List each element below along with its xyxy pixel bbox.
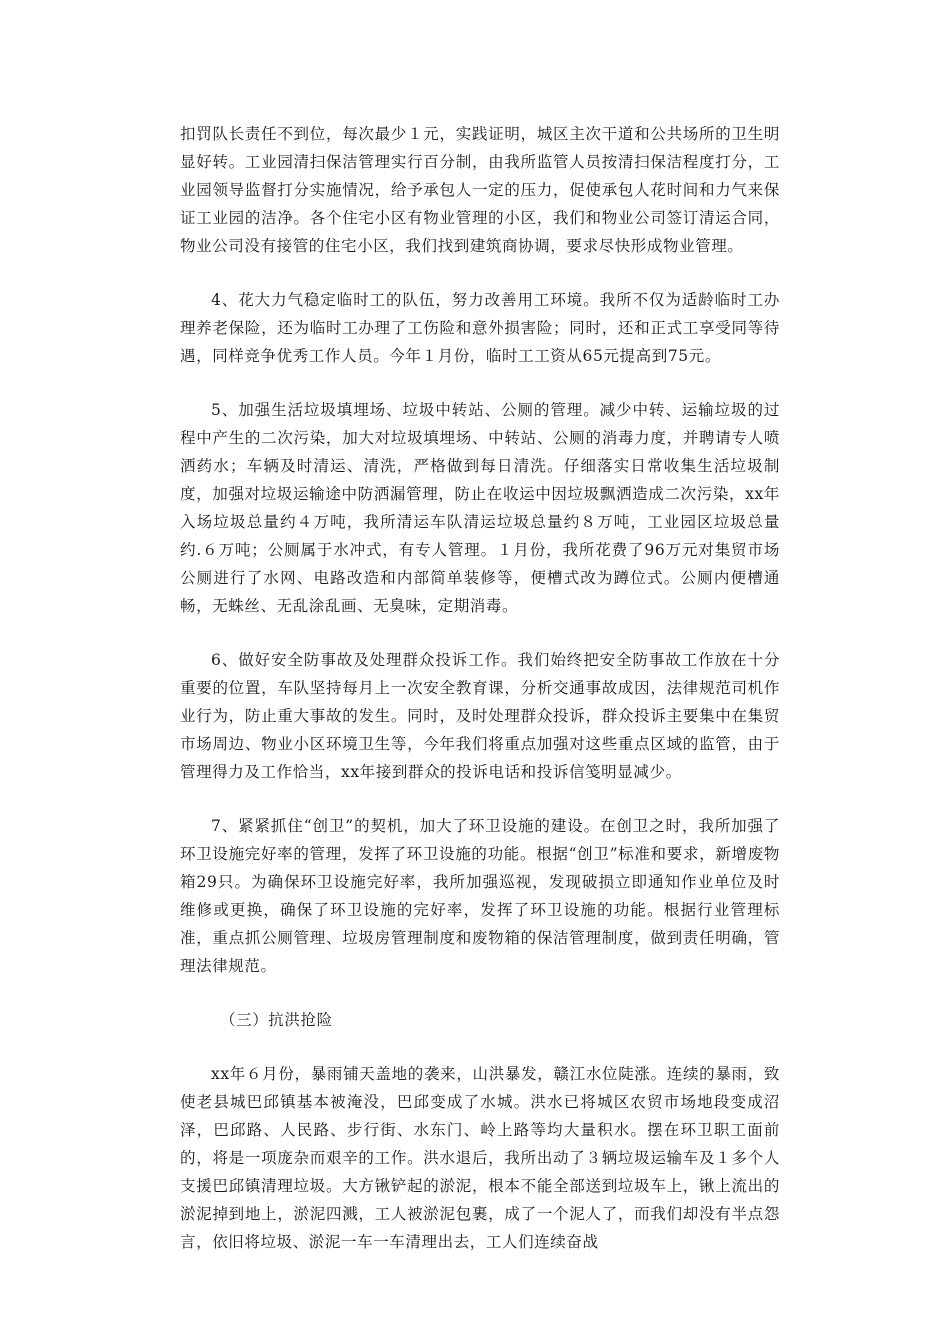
section-heading-flood: （三）抗洪抢险: [220, 1011, 333, 1029]
document-body: [180, 120, 780, 1282]
paragraph-item-6: 6、做好安全防事故及处理群众投诉工作。我们始终把安全防事故工作放在十分重要的位置，车队坚持每月上一次安全教育课，分析交通事故成因，法律规范司机作业行为，防止重大事故的发生。同时，及时处理群众投诉，群众投诉主要集中在集贸市场周边、物业小区环境卫生等，今年我们将重点加强对这些重点区域的监管，由于管理得力及工作恰当，xx年接到群众的投诉电话和投诉信笺明显减少。: [180, 651, 780, 781]
paragraph-continuation: 扣罚队长责任不到位，每次最少１元，实践证明，城区主次干道和公共场所的卫生明显好转。工业园清扫保洁管理实行百分制，由我所监管人员按清扫保洁程度打分，工业园领导监督打分实施情况，给予承包人一定的压力，促使承包人花时间和力气来保证工业园的洁净。各个住宅小区有物业管理的小区，我们和物业公司签订清运合同，物业公司没有接管的住宅小区，我们找到建筑商协调，要求尽快形成物业管理。: [180, 125, 780, 255]
paragraph-flood: xx年６月份，暴雨铺天盖地的袭来，山洪暴发，赣江水位陡涨。连续的暴雨，致使老县城巴邱镇基本被淹没，巴邱变成了水城。洪水已将城区农贸市场地段变成沼泽，巴邱路、人民路、步行街、水东门、岭上路等均大量积水。摆在环卫职工面前的，将是一项庞杂而艰辛的工作。洪水退后，我所出动了３辆垃圾运输车及１多个人支援巴邱镇清理垃圾。大方锹铲起的淤泥，根本不能全部送到垃圾车上，锹上流出的淤泥掉到地上，淤泥四溅，工人被淤泥包裹，成了一个泥人了，而我们却没有半点怨言，依旧将垃圾、淤泥一车一车清理出去，工人们连续奋战: [180, 1065, 780, 1251]
paragraph-item-7: 7、紧紧抓住“创卫”的契机，加大了环卫设施的建设。在创卫之时，我所加强了环卫设施完好率的管理，发挥了环卫设施的功能。根据“创卫”标准和要求，新增废物箱29只。为确保环卫设施完好率，我所加强巡视，发现破损立即通知作业单位及时维修或更换，确保了环卫设施的完好率，发挥了环卫设施的功能。根据行业管理标准，重点抓公厕管理、垃圾房管理制度和废物箱的保洁管理制度，做到责任明确，管理法律规范。: [180, 817, 780, 975]
paragraph-item-5: 5、加强生活垃圾填埋场、垃圾中转站、公厕的管理。减少中转、运输垃圾的过程中产生的二次污染，加大对垃圾填埋场、中转站、公厕的消毒力度，并聘请专人喷洒药水；车辆及时清运、清洗，严格做到每日清洗。仔细落实日常收集生活垃圾制度，加强对垃圾运输途中防洒漏管理，防止在收运中因垃圾飘洒造成二次污染，xx年入场垃圾总量约４万吨，我所清运车队清运垃圾总量约８万吨，工业园区垃圾总量约.６万吨；公厕属于水冲式，有专人管理。１月份，我所花费了96万元对集贸市场公厕进行了水网、电路改造和内部简单装修等，便槽式改为蹲位式。公厕内便槽通畅，无蛛丝、无乱涂乱画、无臭味，定期消毒。: [180, 401, 780, 615]
paragraph-item-4: 4、花大力气稳定临时工的队伍，努力改善用工环境。我所不仅为适龄临时工办理养老保险，还为临时工办理了工伤险和意外损害险；同时，还和正式工享受同等待遇，同样竞争优秀工作人员。今年１月份，临时工工资从65元提高到75元。: [180, 291, 780, 365]
